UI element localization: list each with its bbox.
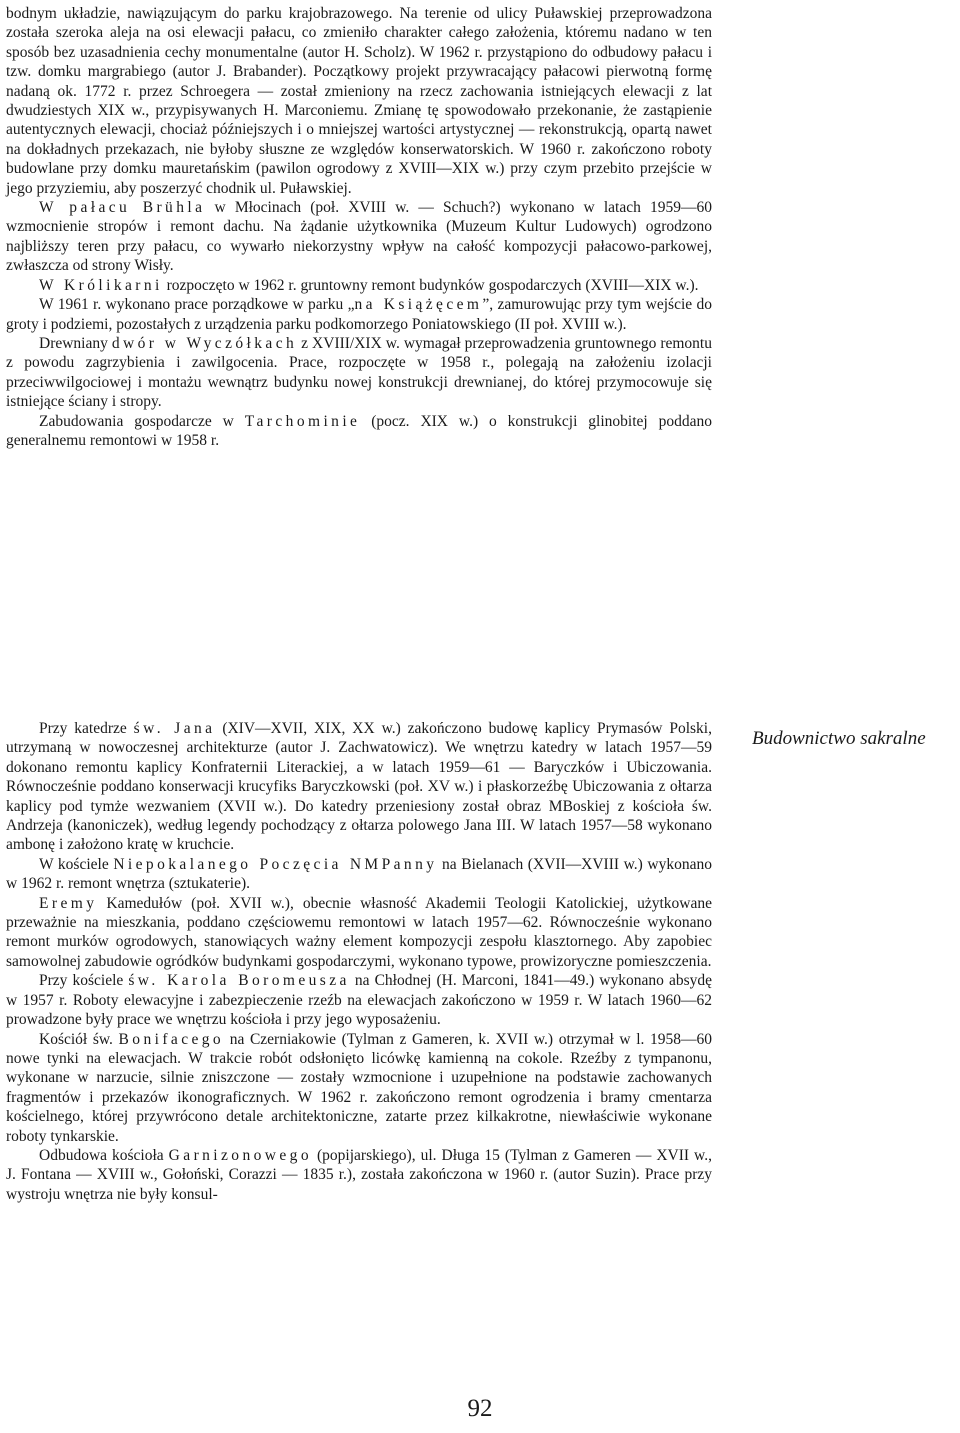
text-run: (XIV—XVII, XIX, XX w.) zakończono budowę kaplicy Prymasów Polski, utrzymaną w nowoczesnej architekturze (autor J. Zachwatowicz). We wnętrzu katedry w latach 1957—59 dokonano remontu kaplicy Konfraternii Literackiej, a w latach 1959—61 — Baryczków i Ubiczowania. Równocześnie poddano konserwacji krucyfiks Baryczkowski (poł. XV w.) i płaskorzeźbę Ubiczowania z ołtarza kaplicy pod tymże wezwaniem (XVII w.). Do katedry przeniesiony został obraz MBoskiej z kościoła św. Andrzeja (kanoniczek), według legendy pochodzący z ołtarza polowego Jana III. W latach 1957—58 wykonano ambonę i założono kratę w kruchcie. (6, 720, 712, 854)
spaced-term: Bonifacego (118, 1030, 225, 1048)
paragraph (6, 855, 712, 894)
text-run: Drewniany (39, 334, 112, 352)
text-run: (popijarskiego), ul. Długa 15 (Tylman z Gameren — XVII w., J. Fontana — XVIII w., Gołoński, Corazzi — 1835 r.), została zakończona w 1960 r. (autor Suzin). Prace przy wystroju wnętrza nie były konsul- (6, 1146, 712, 1203)
text-run: bodnym układzie, nawiązującym do parku krajobrazowego. Na terenie od ulicy Puławskiej przeprowadzona została szeroka aleja na osi elewacji pałacu, co zmieniło charakter całego założenia, któremu nadano w ten sposób bez uzasadnienia cechy monumentalne (autor H. Scholz). W 1962 r. przystąpiono do odbudowy pałacu i tzw. domku margrabiego (autor J. Brabander). Początkowy projekt przywracający pałacowi pierwotną formę nadaną ok. 1772 r. przez Schroegera — został zmieniony na rzecz zachowania istniejących elewacji z lat dwudziestych XIX w., przypisywanych H. Marconiemu. Zmianę tę spowodowało przekonanie, że zastąpienie autentycznych elewacji, chociaż późniejszych i o mniejszej wartości artystycznej — rekonstrukcją, opartą nawet na dokładnych przekazach, nie byłoby słuszne ze względów konserwatorskich. W 1960 r. zakończono roboty budowlane przy domku mauretańskim (pawilon ogrodowy z XVIII—XIX w.) przy czym przebito przejście w jego przyziemiu, aby poszerzyć chodnik ul. Puławskiej. (6, 5, 712, 197)
paragraph (6, 1030, 712, 1146)
spaced-term: dwór w Wyczółkach (111, 334, 298, 352)
paragraph (6, 198, 712, 276)
spaced-term: W pałacu Brühla (39, 199, 206, 217)
text-run: W 1961 r. wykonano prace porządkowe w parku „ (39, 296, 355, 314)
text-run: Kamedułów (poł. XVII w.), obecnie własność Akademii Teologii Katolickiej, użytkowane przeważnie na mieszkania, poddano częściowemu remontowi w latach 1957—62. Równocześnie wykonano remont murków ogrodowych, stanowiących ważny element kompozycji zespołu klasztornego. Aby zapobiec samowolnej zabudowie ogródków budynkami gospodarczymi, wykonano typowe, prowizoryczne pomieszczenia. (6, 894, 712, 970)
text-run: Zabudowania gospodarcze w (39, 412, 245, 430)
paragraph (6, 4, 712, 198)
text-run: na Chłodnej (H. Marconi, 1841—49.) wykonano absydę w 1957 r. Roboty elewacyjne i zabezpieczenie rzeźb na elewacjach zakończono w 1959 r. W latach 1960—62 prowadzone były prace we wnętrzu kościoła i przy jego wyposażeniu. (6, 972, 712, 1029)
paragraph (6, 1146, 712, 1204)
paragraph (6, 971, 712, 1029)
text-run: ”, zamurowując przy tym wejście do groty i podziemi, pozostałych z urządzenia parku podkomorzego Poniatowskiego (II poł. XVIII w.). (6, 296, 712, 333)
spaced-term: Garnizonowego (168, 1146, 312, 1164)
text-run: Przy katedrze (39, 720, 134, 737)
spaced-term: Tarchominie (244, 412, 361, 430)
text-run: rozpoczęto w 1962 r. gruntowny remont budynków gospodarczych (XVIII—XIX w.). (162, 276, 699, 294)
paragraph (6, 719, 712, 855)
paragraph (6, 412, 712, 451)
spaced-term: św. Karola Boromeusza (128, 972, 350, 990)
margin-title: Budownictwo sakralne (752, 728, 926, 749)
text-run: W kościele (39, 855, 114, 873)
text-run: na Bielanach (XVII—XVIII w.) wykonano w 1962 r. remont wnętrza (sztukaterie). (6, 855, 712, 893)
paragraph (6, 334, 712, 412)
paragraph (6, 276, 712, 295)
text-run: (pocz. XIX w.) o konstrukcji glinobitej poddano generalnemu remontowi w 1958 r. (6, 412, 712, 449)
text-run: Odbudowa kościoła (39, 1146, 169, 1164)
text-run: Przy kościele (39, 972, 129, 990)
spaced-term: św. Jana (133, 720, 216, 737)
paragraph (6, 295, 712, 334)
section-palaces (6, 4, 712, 450)
spaced-term: W Królikarni (39, 276, 163, 294)
text-run: z XVIII/XIX w. wymagał przeprowadzenia gruntownego remontu z powodu zagrzybienia i zawilgocenia. Prace, rozpoczęte w 1958 r., polegają na założeniu izolacji przeciwwilgociowej i montażu wewnątrz budynku nowej konstrukcji drewnianej, do której przymocowuje się istniejące ściany i stropy. (6, 334, 712, 411)
paragraph (6, 894, 712, 972)
spaced-term: Niepokalanego Poczęcia NMPanny (113, 855, 438, 873)
page-number: 92 (467, 1395, 493, 1422)
text-run: w Młocinach (poł. XVIII w. — Schuch?) wykonano w latach 1959—60 wzmocnienie stropów i remont dachu. Na żądanie użytkownika (Muzeum Kultur Ludowych) ogrodzono najbliższy teren przy pałacu, co wywarło niekorzystny wpływ na całość kompozycji pałacowo-parkowej, zwłaszcza od strony Wisły. (6, 199, 712, 275)
section-sacral (6, 719, 712, 1204)
text-run: na Czerniakowie (Tylman z Gameren, k. XVII w.) otrzymał w l. 1958—60 nowe tynki na elewacjach. W trakcie robót odsłonięto licówkę kamienną na cokole. Rzeźby z tympanonu, wykonane w narzucie, silnie zniszczone — zostały wzmocnione i uzupełnione na podstawie zachowanych fragmentów i przekazów ikonograficznych. W 1962 r. zakończono remont ogrodzenia i bramy cmentarza kościelnego, której przywrócono detale architektoniczne, zatarte przez kilkakrotne, niewłaściwie wykonane roboty tynkarskie. (6, 1030, 713, 1145)
spaced-term: Eremy (39, 894, 98, 912)
text-run: Kościół św. (39, 1030, 119, 1048)
spaced-term: na Książęcem (354, 296, 483, 314)
